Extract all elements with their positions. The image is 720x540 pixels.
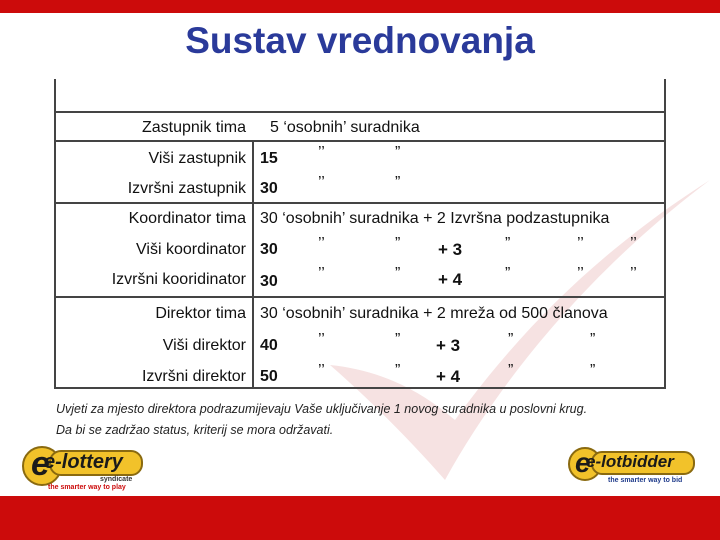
ditto-mark: ’’	[318, 265, 325, 282]
logo-name: e-lottery	[44, 451, 123, 473]
plus-requirement: + 4	[438, 270, 463, 289]
column-divider	[252, 298, 254, 388]
ditto-mark: ’’	[318, 144, 325, 161]
footnote	[56, 399, 587, 441]
ditto-mark: ”	[395, 265, 401, 282]
rank-label: Direktor tima	[155, 305, 246, 322]
column-divider	[252, 140, 254, 202]
plus-requirement: + 3	[438, 240, 463, 259]
ditto-mark: ’’	[577, 265, 584, 282]
row-divider	[54, 202, 666, 204]
rank-label: Izvršni zastupnik	[127, 180, 246, 197]
logo-tagline: the smarter way to bid	[608, 477, 683, 484]
rank-requirement: 40	[260, 337, 278, 354]
rank-requirement: 30 ‘osobnih’ suradnika + 2 mreža od 500 članova	[260, 305, 608, 322]
rank-requirement: 5 ‘osobnih’ suradnika	[270, 119, 420, 136]
ditto-mark: ”	[508, 331, 514, 348]
top-accent-bar	[0, 0, 720, 13]
rank-requirement: 30	[260, 180, 278, 197]
ditto-mark: ”	[395, 174, 401, 191]
footnote-line: Uvjeti za mjesto direktora podrazumijevaju Vaše uključivanje 1 novog suradnika u poslovni krug.	[56, 402, 588, 416]
plus-requirement: + 4	[436, 367, 461, 386]
logo-tagline: the smarter way to play	[48, 484, 126, 491]
ditto-mark: ’’	[318, 174, 325, 191]
rank-label: Koordinator tima	[128, 210, 246, 227]
ditto-mark: ”	[505, 235, 511, 252]
rank-label: Izvršni kooridinator	[111, 271, 246, 288]
e-lotbidder-logo: e e-lotbidder the smarter way to bid	[568, 447, 698, 489]
rank-label: Izvršni direktor	[141, 368, 246, 385]
ditto-mark: ”	[508, 362, 514, 379]
logo-subtitle: syndicate	[100, 476, 133, 483]
ditto-mark: ”	[395, 235, 401, 252]
bottom-accent-bar	[0, 496, 720, 540]
rank-label: Viši direktor	[162, 337, 246, 354]
ditto-mark: ”	[590, 362, 596, 379]
ditto-mark: ’’	[318, 235, 325, 252]
ditto-mark: ’’	[318, 331, 325, 348]
ditto-mark: ’’	[630, 265, 637, 282]
footnote-line: Da bi se zadržao status, kriterij se mora održavati.	[56, 423, 334, 437]
row-divider	[54, 296, 666, 298]
rank-requirement: 50	[260, 368, 278, 385]
ditto-mark: ’’	[577, 235, 584, 252]
rank-label: Viši zastupnik	[148, 150, 246, 167]
ditto-mark: ’’	[318, 362, 325, 379]
row-divider	[54, 111, 666, 113]
rank-requirement: 30	[260, 273, 278, 290]
rank-requirement: 15	[260, 150, 278, 167]
e-lottery-logo: e e-lottery syndicate the smarter way to play	[22, 444, 147, 492]
rank-label: Viši koordinator	[136, 241, 246, 258]
column-divider	[252, 204, 254, 296]
page-title: Sustav vrednovanja	[185, 20, 535, 61]
rank-label: Zastupnik tima	[141, 119, 246, 136]
plus-requirement: + 3	[436, 336, 461, 355]
ditto-mark: ’’	[630, 235, 637, 252]
ditto-mark: ”	[395, 362, 401, 379]
rank-requirement: 30	[260, 241, 278, 258]
row-divider	[54, 140, 666, 142]
ditto-mark: ”	[505, 265, 511, 282]
rank-requirement: 30 ‘osobnih’ suradnika + 2 Izvršna podzastupnika	[260, 210, 610, 227]
ditto-mark: ”	[395, 144, 401, 161]
ditto-mark: ”	[395, 331, 401, 348]
ditto-mark: ”	[590, 331, 596, 348]
logo-name: e-lotbidder	[586, 452, 674, 471]
